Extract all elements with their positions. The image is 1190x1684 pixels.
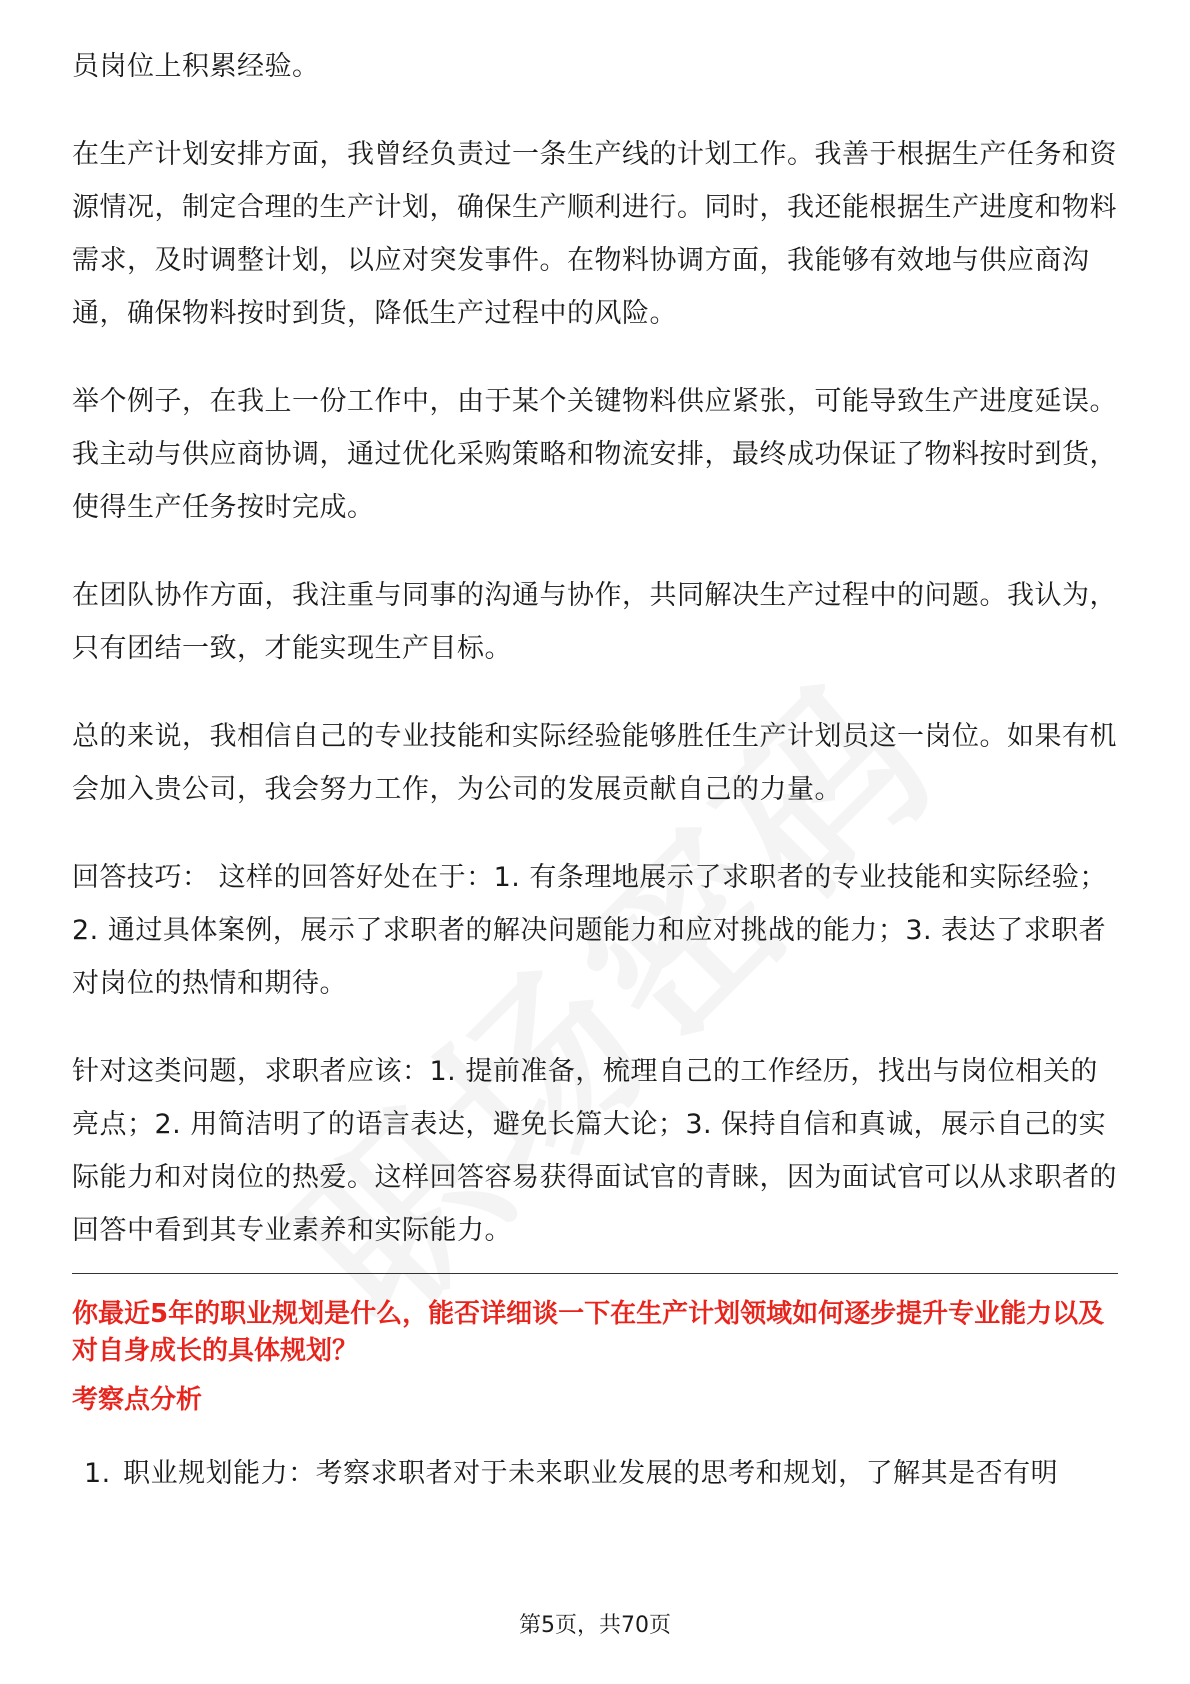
list-number: 1. — [84, 1458, 111, 1489]
paragraph: 在团队协作方面，我注重与同事的沟通与协作，共同解决生产过程中的问题。我认为，只有团结一致，才能实现生产目标。 — [72, 580, 1117, 664]
page-content — [72, 40, 1118, 1500]
list-item-text: 职业规划能力：考察求职者对于未来职业发展的思考和规划，了解其是否有明 — [123, 1458, 1059, 1489]
paragraph: 在生产计划安排方面，我曾经负责过一条生产线的计划工作。我善于根据生产任务和资源情况，制定合理的生产计划，确保生产顺利进行。同时，我还能根据生产进度和物料需求，及时调整计划，以应对突发事件。在物料协调方面，我能够有效地与供应商沟通，确保物料按时到货，降低生产过程中的风险。 — [72, 139, 1117, 329]
section-divider — [72, 1273, 1118, 1274]
answer-tips-paragraph: 回答技巧： 这样的回答好处在于：1. 有条理地展示了求职者的专业技能和实际经验；2. 通过具体案例，展示了求职者的解决问题能力和应对挑战的能力；3. 表达了求职者对岗位的热情和期待。 — [72, 862, 1107, 999]
paragraph: 针对这类问题，求职者应该：1. 提前准备，梳理自己的工作经历，找出与岗位相关的亮点；2. 用简洁明了的语言表达，避免长篇大论；3. 保持自信和真诚，展示自己的实际能力和对岗位的热爱。这样回答容易获得面试官的青睐，因为面试官可以从求职者的回答中看到其专业素养和实际能力。 — [72, 1056, 1117, 1246]
paragraph: 员岗位上积累经验。 — [72, 51, 320, 82]
section-title: 考察点分析 — [72, 1385, 203, 1415]
paragraph: 总的来说，我相信自己的专业技能和实际经验能够胜任生产计划员这一岗位。如果有机会加入贵公司，我会努力工作，为公司的发展贡献自己的力量。 — [72, 721, 1117, 805]
page-footer: 第5页，共70页 — [519, 1613, 671, 1638]
paragraph: 举个例子，在我上一份工作中，由于某个关键物料供应紧张，可能导致生产进度延误。我主动与供应商协调，通过优化采购策略和物流安排，最终成功保证了物料按时到货，使得生产任务按时完成。 — [72, 386, 1117, 523]
list-item — [72, 1447, 1118, 1500]
interview-question: 你最近5年的职业规划是什么，能否详细谈一下在生产计划领域如何逐步提升专业能力以及对自身成长的具体规划？ — [72, 1299, 1105, 1366]
